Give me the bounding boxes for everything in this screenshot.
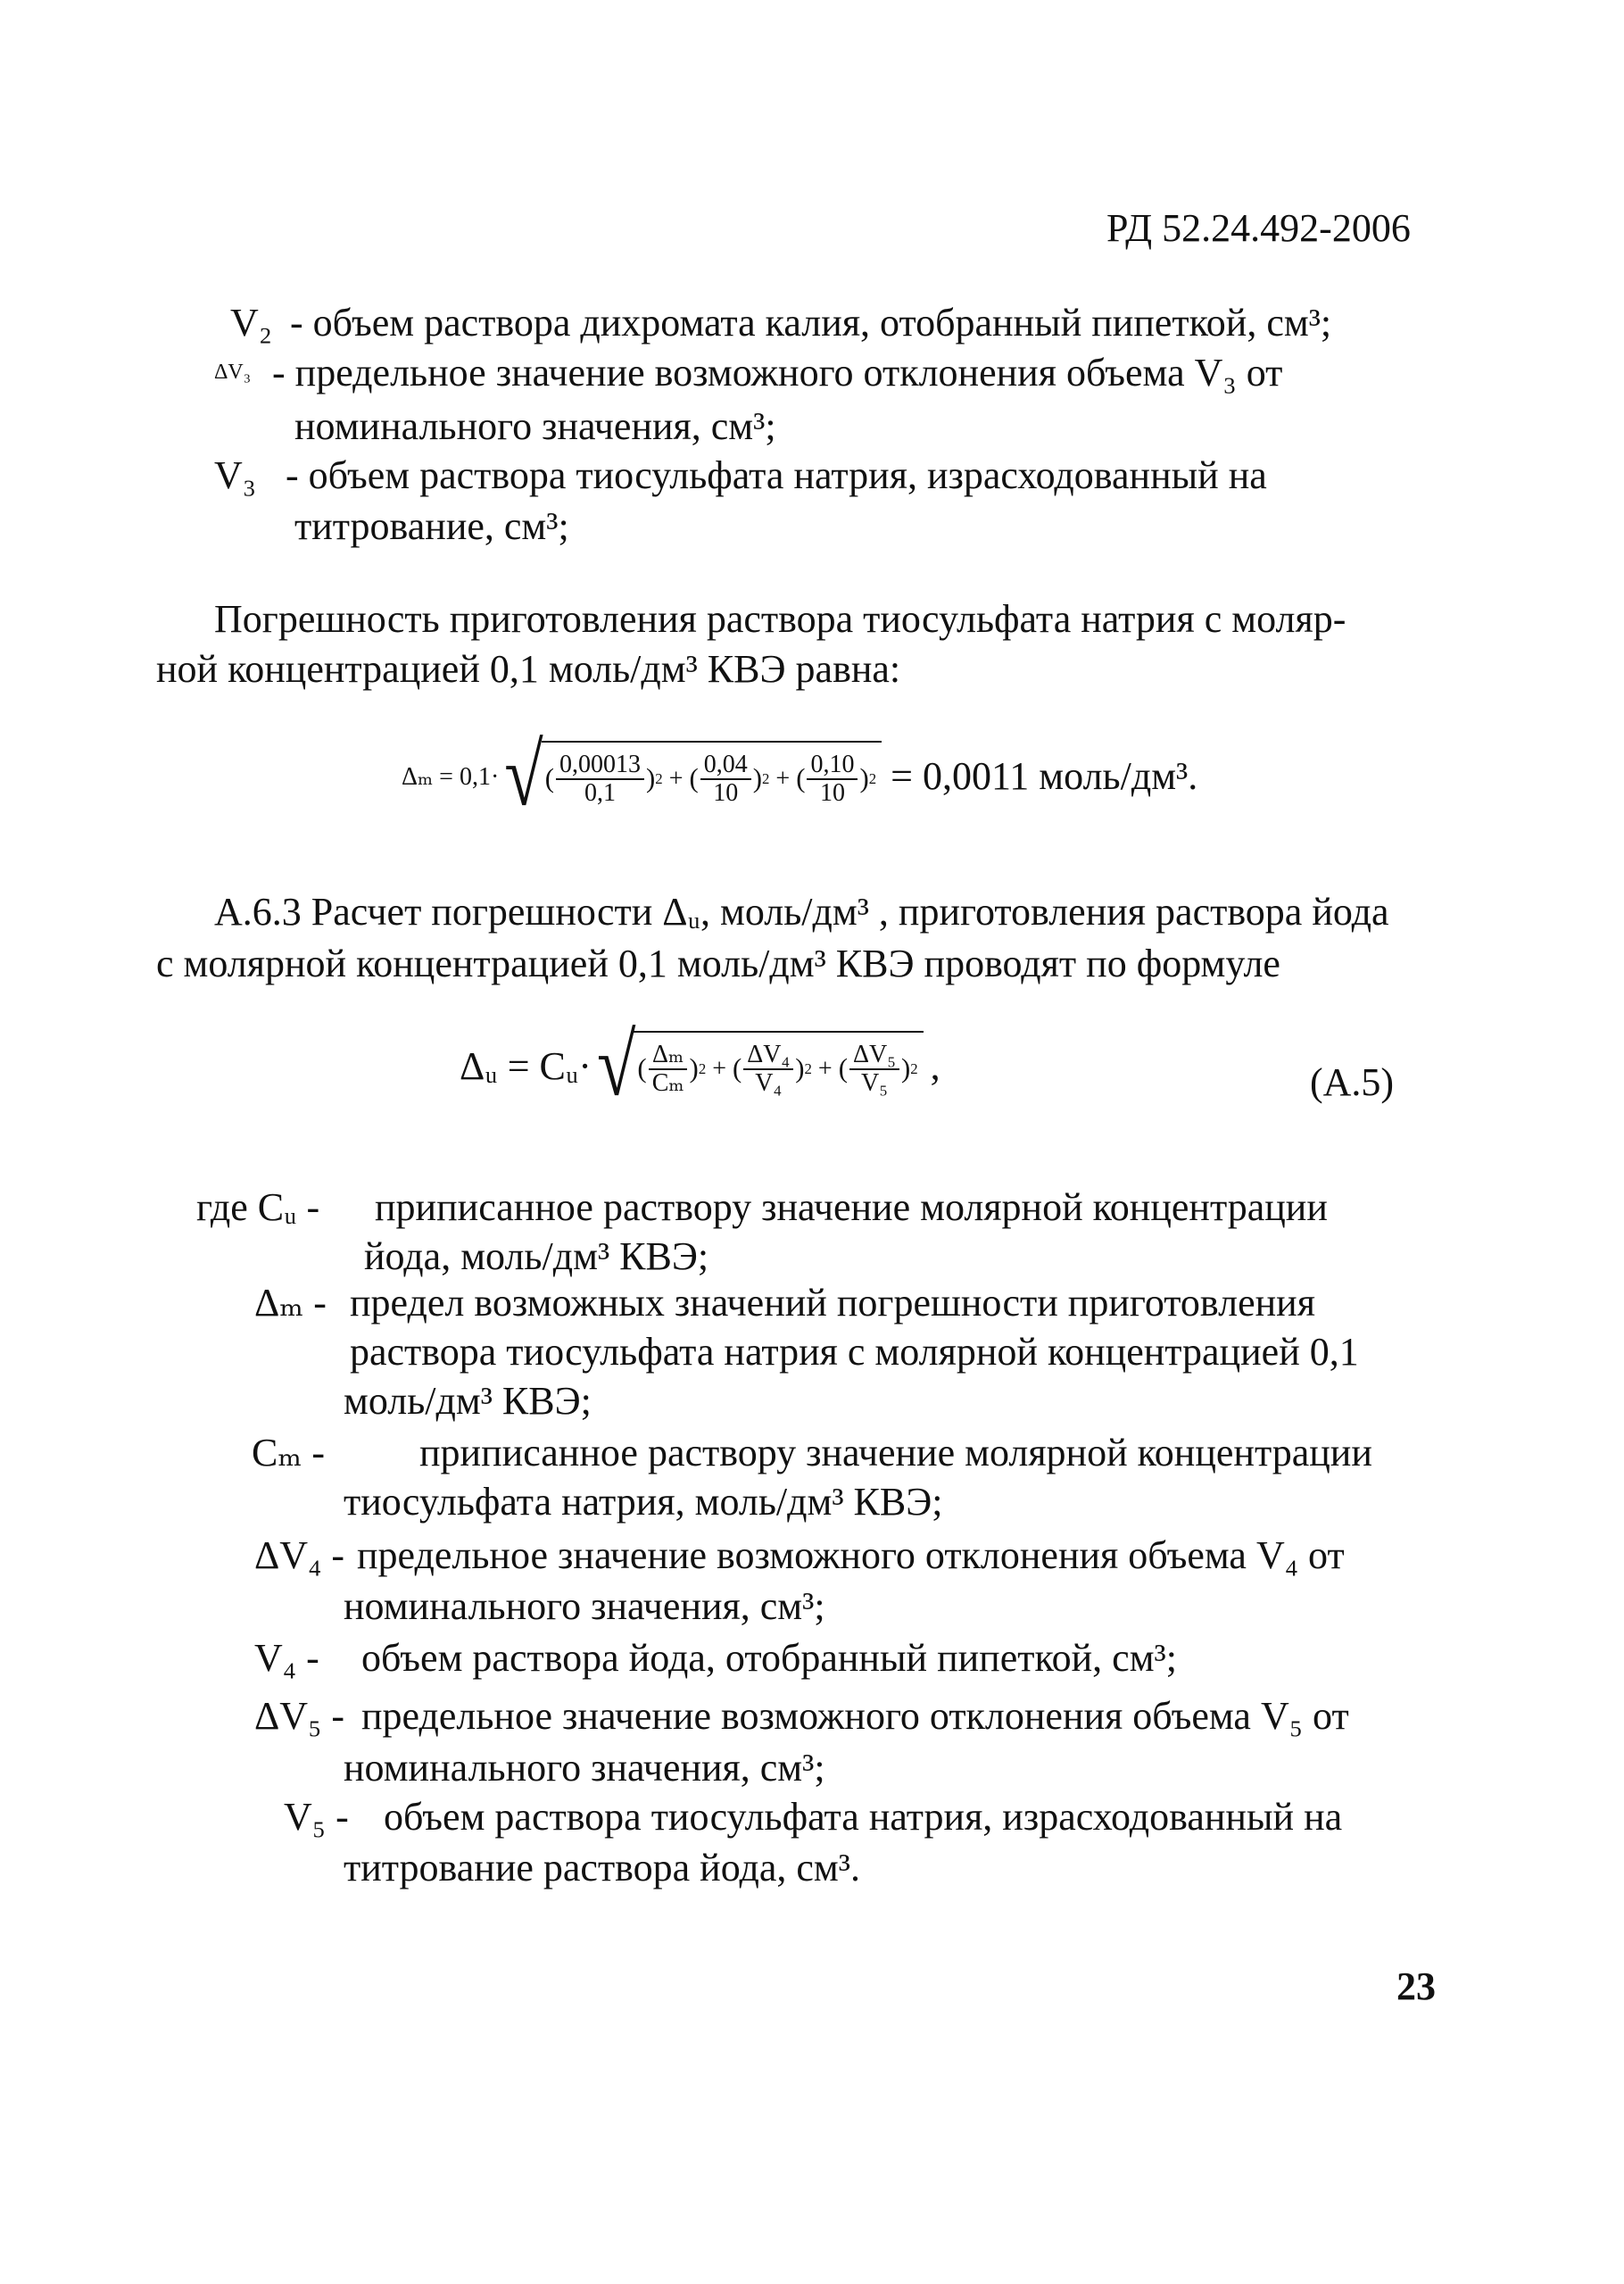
paragraph-line: Погрешность приготовления раствора тиосульфата натрия с моляр- bbox=[214, 597, 1346, 641]
equation-number: (А.5) bbox=[1310, 1060, 1395, 1104]
definition-continuation: моль/дм³ КВЭ; bbox=[344, 1379, 592, 1423]
radical-sign-icon: √ bbox=[596, 1016, 636, 1115]
fraction: $\frac{0,04}{10}$ bbox=[700, 752, 751, 806]
paragraph-line: ной концентрацией 0,1 моль/дм³ КВЭ равна: bbox=[156, 647, 901, 691]
definition-text: предел возможных значений погрешности приготовления bbox=[350, 1281, 1315, 1325]
page-number: 23 bbox=[1396, 1964, 1436, 2008]
definition-continuation: номинального значения, см³; bbox=[294, 404, 776, 448]
definition-text: приписанное раствору значение молярной концентрации bbox=[375, 1185, 1328, 1229]
fraction: $\frac{\text{ΔV₄}}{\text{V₄}}$ bbox=[743, 1042, 793, 1096]
definition-symbol: ΔV₄ - bbox=[254, 1533, 345, 1577]
definition-symbol: V₃ bbox=[214, 453, 257, 497]
definition-text: - объем раствора тиосульфата натрия, израсходованный на bbox=[286, 453, 1267, 497]
fraction: $\frac{\text{Δₘ}}{\text{Cₘ}}$ bbox=[649, 1042, 688, 1096]
definition-symbol: Δₘ - bbox=[254, 1281, 327, 1325]
definition-symbol: где Cᵤ - bbox=[196, 1185, 320, 1229]
formula-tiosulfate-error bbox=[402, 726, 1198, 825]
square-root bbox=[504, 726, 882, 825]
definition-continuation: титрование, см³; bbox=[294, 504, 569, 548]
radical-sign-icon: √ bbox=[504, 726, 543, 825]
formula-tail: , bbox=[930, 1044, 940, 1089]
definition-text: - объем раствора дихромата калия, отобранный пипеткой, см³; bbox=[290, 301, 1332, 345]
formula-lhs: Δᵤ = Cᵤ· bbox=[460, 1044, 592, 1089]
square-root bbox=[596, 1016, 924, 1115]
definition-text: приписанное раствору значение молярной концентрации bbox=[419, 1431, 1372, 1474]
definition-text: предельное значение возможного отклонения объема V₅ от bbox=[361, 1694, 1349, 1738]
definition-continuation: тиосульфата натрия, моль/дм³ КВЭ; bbox=[344, 1480, 943, 1524]
definition-symbol: ΔV₃ bbox=[214, 361, 252, 384]
definition-continuation: номинального значения, см³; bbox=[344, 1746, 825, 1790]
definition-text: - предельное значение возможного отклонения объема V₃ от bbox=[272, 351, 1283, 395]
fraction: $\frac{\text{ΔV₅}}{\text{V₅}}$ bbox=[849, 1042, 899, 1096]
definition-symbol: V₅ - bbox=[284, 1795, 349, 1839]
paragraph-line: А.6.3 Расчет погрешности Δᵤ, моль/дм³ , приготовления раствора йода bbox=[214, 890, 1389, 934]
fraction: $\frac{0,10}{10}$ bbox=[807, 752, 858, 806]
definition-symbol: ΔV₅ - bbox=[254, 1694, 345, 1738]
definition-continuation: номинального значения, см³; bbox=[344, 1584, 825, 1628]
definition-text: объем раствора тиосульфата натрия, израсходованный на bbox=[384, 1795, 1343, 1839]
formula-lhs: Δₘ = 0,1· bbox=[402, 762, 500, 791]
definition-continuation: титрование раствора йода, см³. bbox=[344, 1846, 860, 1889]
definition-continuation: йода, моль/дм³ КВЭ; bbox=[364, 1234, 709, 1278]
definition-text: объем раствора йода, отобранный пипеткой, см³; bbox=[361, 1636, 1177, 1680]
definition-symbol: Cₘ - bbox=[252, 1431, 325, 1474]
formula-iodine-error bbox=[460, 1016, 940, 1115]
radicand: ( $\frac{\text{Δₘ}}{\text{Cₘ}}$ ) 2 + ( $\frac{\text{ΔV₄}}{\text{V₄}}$ ) 2 + ( $\frac{\text{ΔV₅}}{\text{V₅}}$ ) 2 bbox=[634, 1031, 923, 1101]
definition-symbol: V₄ - bbox=[254, 1636, 319, 1680]
formula-result: = 0,0011 моль/дм³. bbox=[891, 754, 1198, 799]
definition-symbol: V₂ bbox=[230, 301, 273, 345]
paragraph-line: с молярной концентрацией 0,1 моль/дм³ КВЭ проводят по формуле bbox=[156, 942, 1280, 985]
radicand: ( $\frac{0,00013}{0,1}$ ) 2 + ( $\frac{0,04}{10}$ ) 2 + ( $\frac{0,10}{10}$ ) 2 bbox=[542, 741, 882, 811]
definition-continuation: раствора тиосульфата натрия с молярной концентрацией 0,1 bbox=[350, 1330, 1359, 1374]
definition-text: предельное значение возможного отклонения объема V₄ от bbox=[357, 1533, 1345, 1577]
document-code: РД 52.24.492-2006 bbox=[1106, 206, 1411, 250]
fraction: $\frac{0,00013}{0,1}$ bbox=[556, 752, 644, 806]
